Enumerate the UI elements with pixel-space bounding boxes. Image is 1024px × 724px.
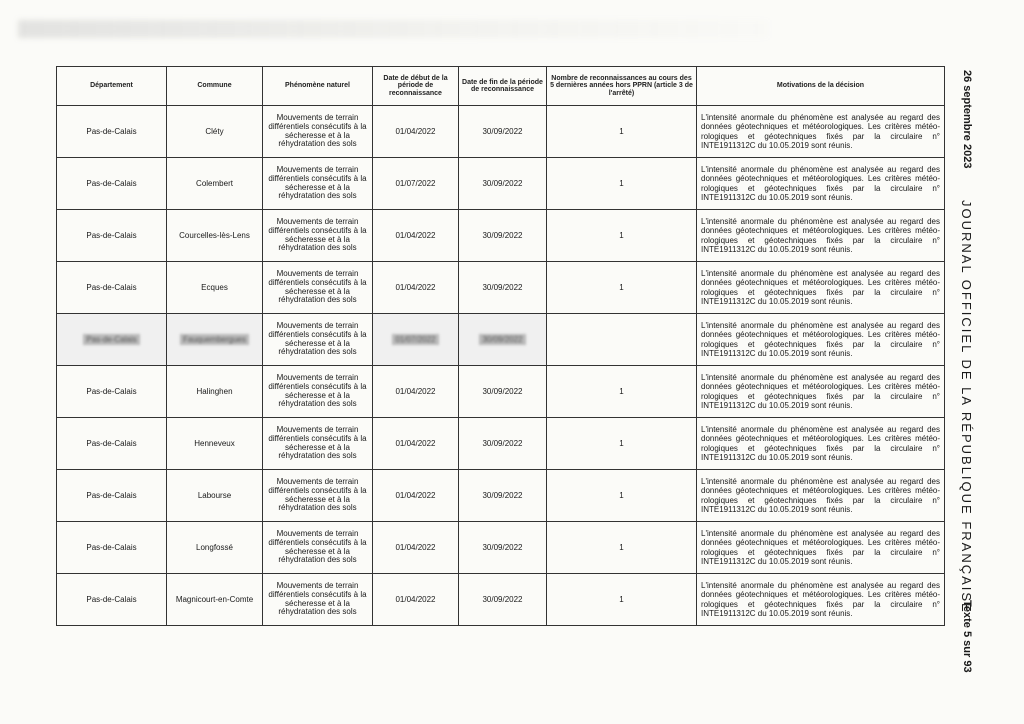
nombre-cell xyxy=(547,522,697,574)
nombre-cell-text: 1 xyxy=(619,542,624,552)
date-debut-cell xyxy=(373,210,459,262)
departement-cell xyxy=(57,418,167,470)
table-row xyxy=(57,366,945,418)
commune-cell xyxy=(167,210,263,262)
phenomene-cell xyxy=(263,470,373,522)
commune-cell-text: Courcelles-lès-Lens xyxy=(179,230,250,240)
date-debut-cell xyxy=(373,314,459,366)
commune-cell-text: Henneveux xyxy=(194,438,235,448)
date-fin-cell xyxy=(459,574,547,626)
phenomene-cell-text: Mouvements de terrain différentiels consécutifs à la sécheresse et à la réhydratation des sols xyxy=(268,320,367,357)
date-fin-cell xyxy=(459,470,547,522)
departement-cell-text: Pas-de-Calais xyxy=(83,334,139,345)
date-fin-cell-text: 30/09/2022 xyxy=(482,230,523,240)
table-row xyxy=(57,314,945,366)
departement-cell xyxy=(57,106,167,158)
nombre-cell xyxy=(547,574,697,626)
commune-cell-text: Labourse xyxy=(197,490,232,500)
departement-cell xyxy=(57,366,167,418)
date-fin-cell-text: 30/09/2022 xyxy=(482,282,523,292)
phenomene-cell-text: Mouvements de terrain différentiels consécutifs à la sécheresse et à la réhydratation des sols xyxy=(268,164,367,201)
date-fin-cell-text: 30/09/2022 xyxy=(482,178,523,188)
table-row xyxy=(57,574,945,626)
header-departement: Département xyxy=(57,67,167,106)
commune-cell xyxy=(167,522,263,574)
date-debut-cell-text: 01/04/2022 xyxy=(395,386,436,396)
commune-cell-text: Halinghen xyxy=(196,386,233,396)
phenomene-cell xyxy=(263,262,373,314)
departement-cell-text: Pas-de-Calais xyxy=(86,594,137,604)
nombre-cell-text: 1 xyxy=(619,230,624,240)
departement-cell xyxy=(57,210,167,262)
nombre-cell xyxy=(547,366,697,418)
date-fin-cell xyxy=(459,158,547,210)
date-fin-cell xyxy=(459,262,547,314)
nombre-cell-text: 1 xyxy=(619,490,624,500)
date-fin-cell-text: 30/09/2022 xyxy=(479,334,525,345)
nombre-cell-text: 1 xyxy=(619,282,624,292)
text-number: Texte 5 sur 93 xyxy=(961,600,973,673)
phenomene-cell xyxy=(263,106,373,158)
motivation-cell-text: L'intensité anormale du phénomène est analysée au regard des données géotechniques et météorologiques. Les critères météo-rologiques et géotechniques fixés par la circulaire n° INTE1911312C du 10.05.2019 sont réunis. xyxy=(701,581,940,618)
phenomene-cell-text: Mouvements de terrain différentiels consécutifs à la sécheresse et à la réhydratation des sols xyxy=(268,268,367,305)
nombre-cell-text: 1 xyxy=(619,386,624,396)
commune-cell-text: Longfossé xyxy=(196,542,233,552)
phenomene-cell-text: Mouvements de terrain différentiels consécutifs à la sécheresse et à la réhydratation des sols xyxy=(268,528,367,565)
date-debut-cell xyxy=(373,106,459,158)
date-debut-cell xyxy=(373,262,459,314)
commune-cell-text: Cléty xyxy=(205,126,224,136)
phenomene-cell-text: Mouvements de terrain différentiels consécutifs à la sécheresse et à la réhydratation des sols xyxy=(268,372,367,409)
phenomene-cell-text: Mouvements de terrain différentiels consécutifs à la sécheresse et à la réhydratation des sols xyxy=(268,580,367,617)
date-debut-cell-text: 01/04/2022 xyxy=(395,490,436,500)
motivation-cell-text: L'intensité anormale du phénomène est analysée au regard des données géotechniques et météorologiques. Les critères météo-rologiques et géotechniques fixés par la circulaire n° INTE1911312C du 10.05.2019 sont réunis. xyxy=(701,165,940,202)
phenomene-cell-text: Mouvements de terrain différentiels consécutifs à la sécheresse et à la réhydratation des sols xyxy=(268,424,367,461)
header-phenomene: Phénomène naturel xyxy=(263,67,373,106)
departement-cell-text: Pas-de-Calais xyxy=(86,386,137,396)
date-fin-cell-text: 30/09/2022 xyxy=(482,594,523,604)
motivation-cell xyxy=(697,314,945,366)
motivation-cell xyxy=(697,210,945,262)
table-row xyxy=(57,522,945,574)
motivation-cell xyxy=(697,262,945,314)
departement-cell xyxy=(57,470,167,522)
date-debut-cell xyxy=(373,522,459,574)
table-row xyxy=(57,470,945,522)
motivation-cell xyxy=(697,366,945,418)
table-body xyxy=(57,106,945,626)
commune-cell xyxy=(167,106,263,158)
phenomene-cell xyxy=(263,158,373,210)
date-debut-cell-text: 01/07/2022 xyxy=(395,178,436,188)
commune-cell xyxy=(167,314,263,366)
date-fin-cell xyxy=(459,522,547,574)
commune-cell xyxy=(167,470,263,522)
date-fin-cell xyxy=(459,210,547,262)
motivation-cell xyxy=(697,158,945,210)
phenomene-cell-text: Mouvements de terrain différentiels consécutifs à la sécheresse et à la réhydratation des sols xyxy=(268,216,367,253)
date-fin-cell-text: 30/09/2022 xyxy=(482,126,523,136)
date-debut-cell xyxy=(373,366,459,418)
departement-cell xyxy=(57,314,167,366)
motivation-cell xyxy=(697,522,945,574)
side-running-header xyxy=(955,70,977,710)
date-debut-cell-text: 01/04/2022 xyxy=(395,438,436,448)
departement-cell-text: Pas-de-Calais xyxy=(86,282,137,292)
date-debut-cell xyxy=(373,418,459,470)
motivation-cell xyxy=(697,470,945,522)
scan-smudge xyxy=(18,20,768,38)
motivation-cell-text: L'intensité anormale du phénomène est analysée au regard des données géotechniques et météorologiques. Les critères météo-rologiques et géotechniques fixés par la circulaire n° INTE1911312C du 10.05.2019 sont réunis. xyxy=(701,373,940,410)
header-date-debut: Date de début de la période de reconnaissance xyxy=(373,67,459,106)
motivation-cell-text: L'intensité anormale du phénomène est analysée au regard des données géotechniques et météorologiques. Les critères météo-rologiques et géotechniques fixés par la circulaire n° INTE1911312C du 10.05.2019 sont réunis. xyxy=(701,113,940,150)
header-nombre: Nombre de reconnaissances au cours des 5 dernières années hors PPRN (article 3 de l'arrêté) xyxy=(547,67,697,106)
phenomene-cell-text: Mouvements de terrain différentiels consécutifs à la sécheresse et à la réhydratation des sols xyxy=(268,112,367,149)
nombre-cell xyxy=(547,470,697,522)
phenomene-cell xyxy=(263,314,373,366)
table-row xyxy=(57,262,945,314)
motivation-cell xyxy=(697,418,945,470)
commune-cell xyxy=(167,418,263,470)
journal-title: JOURNAL OFFICIEL DE LA RÉPUBLIQUE FRANÇAISE xyxy=(959,200,974,614)
commune-cell xyxy=(167,574,263,626)
date-fin-cell xyxy=(459,418,547,470)
departement-cell-text: Pas-de-Calais xyxy=(86,230,137,240)
date-fin-cell-text: 30/09/2022 xyxy=(482,542,523,552)
motivation-cell-text: L'intensité anormale du phénomène est analysée au regard des données géotechniques et météorologiques. Les critères météo-rologiques et géotechniques fixés par la circulaire n° INTE1911312C du 10.05.2019 sont réunis. xyxy=(701,321,940,358)
date-debut-cell-text: 01/04/2022 xyxy=(395,282,436,292)
departement-cell xyxy=(57,262,167,314)
date-fin-cell-text: 30/09/2022 xyxy=(482,386,523,396)
departement-cell-text: Pas-de-Calais xyxy=(86,126,137,136)
date-debut-cell-text: 01/04/2022 xyxy=(395,230,436,240)
date-fin-cell-text: 30/09/2022 xyxy=(482,438,523,448)
nombre-cell-text: 1 xyxy=(619,126,624,136)
date-debut-cell xyxy=(373,470,459,522)
table-row xyxy=(57,210,945,262)
date-debut-cell-text: 01/04/2022 xyxy=(395,594,436,604)
departement-cell-text: Pas-de-Calais xyxy=(86,490,137,500)
nombre-cell xyxy=(547,158,697,210)
departement-cell xyxy=(57,158,167,210)
motivation-cell-text: L'intensité anormale du phénomène est analysée au regard des données géotechniques et météorologiques. Les critères météo-rologiques et géotechniques fixés par la circulaire n° INTE1911312C du 10.05.2019 sont réunis. xyxy=(701,269,940,306)
departement-cell-text: Pas-de-Calais xyxy=(86,542,137,552)
departement-cell xyxy=(57,574,167,626)
motivation-cell-text: L'intensité anormale du phénomène est analysée au regard des données géotechniques et météorologiques. Les critères météo-rologiques et géotechniques fixés par la circulaire n° INTE1911312C du 10.05.2019 sont réunis. xyxy=(701,425,940,462)
table-row xyxy=(57,158,945,210)
phenomene-cell-text: Mouvements de terrain différentiels consécutifs à la sécheresse et à la réhydratation des sols xyxy=(268,476,367,513)
nombre-cell xyxy=(547,106,697,158)
phenomene-cell xyxy=(263,366,373,418)
motivation-cell-text: L'intensité anormale du phénomène est analysée au regard des données géotechniques et météorologiques. Les critères météo-rologiques et géotechniques fixés par la circulaire n° INTE1911312C du 10.05.2019 sont réunis. xyxy=(701,529,940,566)
date-fin-cell xyxy=(459,366,547,418)
reconnaissance-table xyxy=(56,66,945,626)
date-fin-cell xyxy=(459,106,547,158)
commune-cell-text: Colembert xyxy=(196,178,233,188)
phenomene-cell xyxy=(263,574,373,626)
date-debut-cell-text: 01/07/2022 xyxy=(392,334,438,345)
motivation-cell xyxy=(697,574,945,626)
departement-cell xyxy=(57,522,167,574)
header-commune: Commune xyxy=(167,67,263,106)
nombre-cell xyxy=(547,262,697,314)
date-debut-cell xyxy=(373,574,459,626)
motivation-cell xyxy=(697,106,945,158)
nombre-cell xyxy=(547,314,697,366)
table-header-row xyxy=(57,67,945,106)
commune-cell-text: Magnicourt-en-Comte xyxy=(175,594,254,604)
nombre-cell-text: 1 xyxy=(619,178,624,188)
nombre-cell-text: 1 xyxy=(619,438,624,448)
nombre-cell xyxy=(547,210,697,262)
commune-cell xyxy=(167,262,263,314)
motivation-cell-text: L'intensité anormale du phénomène est analysée au regard des données géotechniques et météorologiques. Les critères météo-rologiques et géotechniques fixés par la circulaire n° INTE1911312C du 10.05.2019 sont réunis. xyxy=(701,217,940,254)
date-fin-cell xyxy=(459,314,547,366)
nombre-cell xyxy=(547,418,697,470)
phenomene-cell xyxy=(263,418,373,470)
date-debut-cell xyxy=(373,158,459,210)
nombre-cell-text: 1 xyxy=(619,594,624,604)
departement-cell-text: Pas-de-Calais xyxy=(86,438,137,448)
table-row xyxy=(57,418,945,470)
phenomene-cell xyxy=(263,210,373,262)
commune-cell-text: Fauquembergues xyxy=(180,334,249,345)
header-motivations: Motivations de la décision xyxy=(697,67,945,106)
commune-cell xyxy=(167,366,263,418)
motivation-cell-text: L'intensité anormale du phénomène est analysée au regard des données géotechniques et météorologiques. Les critères météo-rologiques et géotechniques fixés par la circulaire n° INTE1911312C du 10.05.2019 sont réunis. xyxy=(701,477,940,514)
date-debut-cell-text: 01/04/2022 xyxy=(395,542,436,552)
date-debut-cell-text: 01/04/2022 xyxy=(395,126,436,136)
commune-cell xyxy=(167,158,263,210)
date-fin-cell-text: 30/09/2022 xyxy=(482,490,523,500)
publication-date: 26 septembre 2023 xyxy=(961,70,973,169)
header-date-fin: Date de fin de la période de reconnaissance xyxy=(459,67,547,106)
commune-cell-text: Ecques xyxy=(201,282,228,292)
table-row xyxy=(57,106,945,158)
departement-cell-text: Pas-de-Calais xyxy=(86,178,137,188)
phenomene-cell xyxy=(263,522,373,574)
